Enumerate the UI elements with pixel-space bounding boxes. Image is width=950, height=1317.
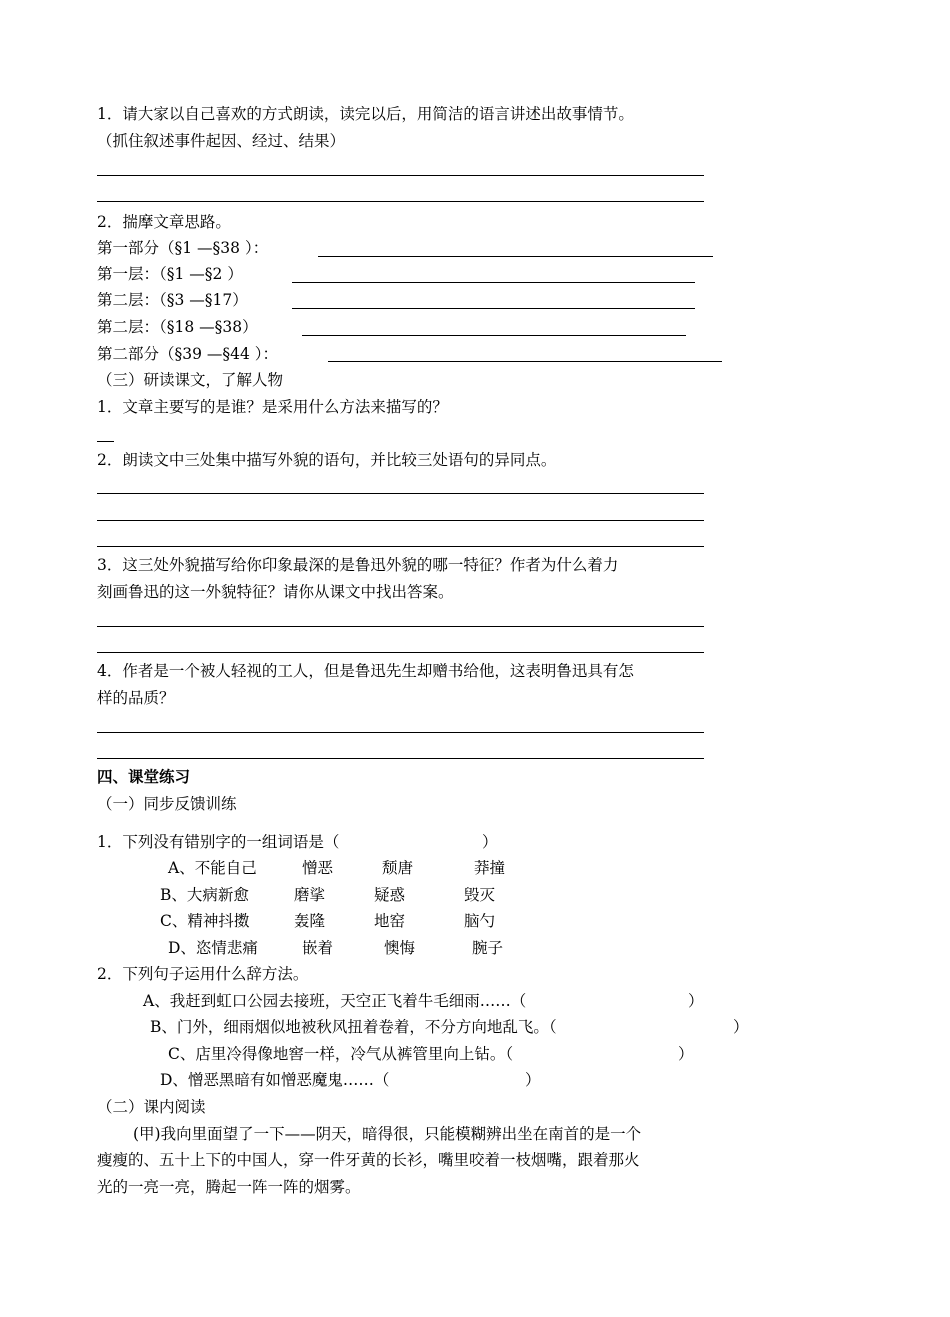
answer-line[interactable] — [328, 361, 722, 362]
mc1-option-word: 腕子 — [472, 939, 504, 957]
answer-line[interactable] — [97, 732, 704, 733]
mc1-option-label: D、恣情悲痛 — [168, 939, 258, 957]
s3-q4-line2: 样的品质？ — [97, 689, 175, 707]
q2-close-paren: ） — [733, 1018, 749, 1036]
answer-line[interactable] — [318, 256, 713, 257]
q2-close-paren: ） — [525, 1071, 541, 1089]
passage-line: (甲)我向里面望了一下——阴天，暗得很，只能模糊辨出坐在南首的是一个 — [133, 1125, 642, 1143]
s3-q3-line2: 刻画鲁迅的这一外貌特征？请你从课文中找出答案。 — [97, 583, 454, 601]
answer-line[interactable] — [97, 201, 704, 202]
section4-sub2: （二）课内阅读 — [97, 1098, 206, 1116]
structure-row: 第二层：（§18 —§38） — [97, 318, 258, 336]
q2-item: B、门外，细雨烟似地被秋风扭着卷着，不分方向地乱飞。（ — [150, 1018, 557, 1036]
mc1-option-word: 毁灭 — [464, 886, 496, 904]
section3-heading: （三）研读课文，了解人物 — [97, 371, 284, 389]
answer-line[interactable] — [97, 652, 704, 653]
mc1-option-word: 莽撞 — [474, 859, 506, 877]
q2-close-paren: ） — [678, 1045, 694, 1063]
mc1-option-word: 轰隆 — [294, 912, 326, 930]
mc1-stem: 1．下列没有错别字的一组词语是（ — [97, 833, 340, 851]
q2-item: A、我赶到虹口公园去接班，天空正飞着牛毛细雨……（ — [143, 992, 527, 1010]
s3-q4-line1: 4．作者是一个被人轻视的工人，但是鲁迅先生却赠书给他，这表明鲁迅具有怎 — [97, 662, 634, 680]
answer-line[interactable] — [97, 758, 704, 759]
q1-line1: 1．请大家以自己喜欢的方式朗读，读完以后，用简洁的语言讲述出故事情节。 — [97, 105, 634, 123]
mc1-option-word: 颓唐 — [382, 859, 414, 877]
answer-line[interactable] — [97, 441, 114, 442]
mc1-option-word: 憎恶 — [302, 859, 334, 877]
passage-line: 瘦瘦的、五十上下的中国人，穿一件牙黄的长衫，嘴里咬着一枝烟嘴，跟着那火 — [97, 1151, 640, 1169]
answer-line[interactable] — [97, 175, 704, 176]
mc1-option-label: B、大病新愈 — [160, 886, 249, 904]
s3-q3-line1: 3．这三处外貌描写给你印象最深的是鲁迅外貌的哪一特征？作者为什么着力 — [97, 556, 619, 574]
structure-row: 第一层：（§1 —§2 ） — [97, 265, 243, 283]
q2-item: D、憎恶黑暗有如憎恶魔鬼……（ — [160, 1071, 390, 1089]
mc1-close-paren: ） — [482, 833, 498, 851]
mc1-option-label: A、不能自己 — [168, 859, 257, 877]
answer-line[interactable] — [97, 546, 704, 547]
q2-stem: 2．下列句子运用什么辞方法。 — [97, 965, 309, 983]
mc1-option-word: 疑惑 — [374, 886, 406, 904]
answer-line[interactable] — [292, 308, 695, 309]
mc1-option-word: 嵌着 — [302, 939, 334, 957]
mc1-option-word: 脑勺 — [464, 912, 496, 930]
q2-close-paren: ） — [688, 992, 704, 1010]
mc1-option-word: 磨挲 — [294, 886, 326, 904]
section4-sub1: （一）同步反馈训练 — [97, 795, 237, 813]
answer-line[interactable] — [97, 520, 704, 521]
q2-title: 2．揣摩文章思路。 — [97, 213, 231, 231]
mc1-option-label: C、精神抖擞 — [160, 912, 250, 930]
s3-q1: 1．文章主要写的是谁？是采用什么方法来描写的？ — [97, 398, 448, 416]
structure-row: 第二层：（§3 —§17） — [97, 291, 248, 309]
q2-item: C、店里冷得像地窖一样，冷气从裤管里向上钻。（ — [168, 1045, 514, 1063]
passage-line: 光的一亮一亮，腾起一阵一阵的烟雾。 — [97, 1178, 361, 1196]
mc1-option-word: 地窑 — [374, 912, 406, 930]
mc1-option-word: 懊悔 — [384, 939, 416, 957]
answer-line[interactable] — [97, 626, 704, 627]
answer-line[interactable] — [97, 493, 704, 494]
q1-line2: （抓住叙述事件起因、经过、结果） — [97, 132, 346, 150]
structure-row: 第一部分（§1 —§38 ）： — [97, 239, 269, 257]
section4-heading: 四、课堂练习 — [97, 768, 191, 786]
s3-q2: 2．朗读文中三处集中描写外貌的语句，并比较三处语句的异同点。 — [97, 451, 557, 469]
answer-line[interactable] — [292, 282, 695, 283]
structure-row: 第二部分（§39 —§44 ）： — [97, 345, 279, 363]
answer-line[interactable] — [302, 335, 686, 336]
